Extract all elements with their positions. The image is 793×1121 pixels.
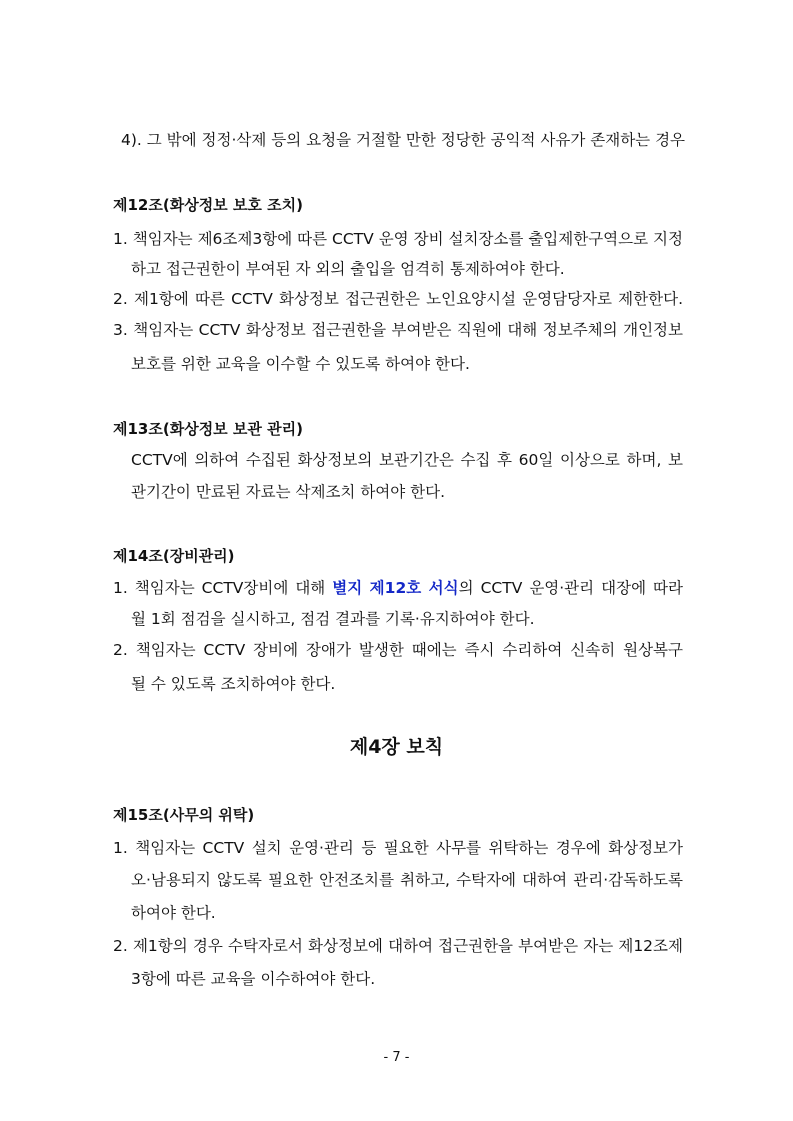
article-15-item-2-line-1: 2. 제1항의 경우 수탁자로서 화상정보에 대하여 접근권한을 부여받은 자는 제12조제: [113, 937, 683, 955]
article-12-item-3-line-1: 3. 책임자는 CCTV 화상정보 접근권한을 부여받은 직원에 대해 정보주체의 개인정보: [113, 321, 683, 339]
chapter-4-title: 제4장 보칙: [349, 736, 444, 758]
article-12-item-3-line-2: 보호를 위한 교육을 이수할 수 있도록 하여야 한다.: [131, 355, 470, 373]
article-14-item-1-line-1: [113, 578, 683, 598]
article-14-heading: 제14조(장비관리): [113, 547, 235, 565]
article-14-item-1-line-2: 월 1회 점검을 실시하고, 점검 결과를 기록·유지하여야 한다.: [131, 610, 535, 628]
article-15-item-1-line-2: 오·남용되지 않도록 필요한 안전조치를 취하고, 수탁자에 대하여 관리·감독하도록: [131, 871, 683, 889]
article-14-item-1-post: 의 CCTV 운영·관리 대장에 따라: [458, 579, 683, 597]
article-15-heading: 제15조(사무의 위탁): [113, 806, 255, 824]
article-15-item-2-line-2: 3항에 따른 교육을 이수하여야 한다.: [131, 970, 376, 988]
article-14-item-2-line-1: 2. 책임자는 CCTV 장비에 장애가 발생한 때에는 즉시 수리하여 신속히 원상복구: [113, 641, 683, 659]
article-12-item-1-line-2: 하고 접근권한이 부여된 자 외의 출입을 엄격히 통제하여야 한다.: [131, 260, 565, 278]
article-13-heading: 제13조(화상정보 보관 관리): [113, 420, 303, 438]
page-number: - 7 -: [383, 1050, 410, 1065]
article-14-item-2-line-2: 될 수 있도록 조치하여야 한다.: [131, 675, 336, 693]
article-12-item-1-line-1: 1. 책임자는 제6조제3항에 따른 CCTV 운영 장비 설치장소를 출입제한구역으로 지정: [113, 230, 683, 248]
article-12-item-2: 2. 제1항에 따른 CCTV 화상정보 접근권한은 노인요양시설 운영담당자로 제한한다.: [113, 290, 683, 308]
article-13-line-2: 관기간이 만료된 자료는 삭제조치 하여야 한다.: [131, 483, 446, 501]
article-12-heading: 제12조(화상정보 보호 조치): [113, 196, 303, 214]
intro-item-4: 4). 그 밖에 정정·삭제 등의 요청을 거절할 만한 정당한 공익적 사유가 존재하는 경우: [121, 131, 686, 149]
article-15-item-1-line-1: 1. 책임자는 CCTV 설치 운영·관리 등 필요한 사무를 위탁하는 경우에 화상정보가: [113, 839, 683, 857]
form-12-reference-link[interactable]: 별지 제12호 서식: [332, 579, 459, 597]
article-15-item-1-line-3: 하여야 한다.: [131, 904, 216, 922]
article-13-line-1: CCTV에 의하여 수집된 화상정보의 보관기간은 수집 후 60일 이상으로 하며, 보: [131, 451, 683, 469]
article-14-item-1-pre: 1. 책임자는 CCTV장비에 대해: [113, 579, 333, 597]
